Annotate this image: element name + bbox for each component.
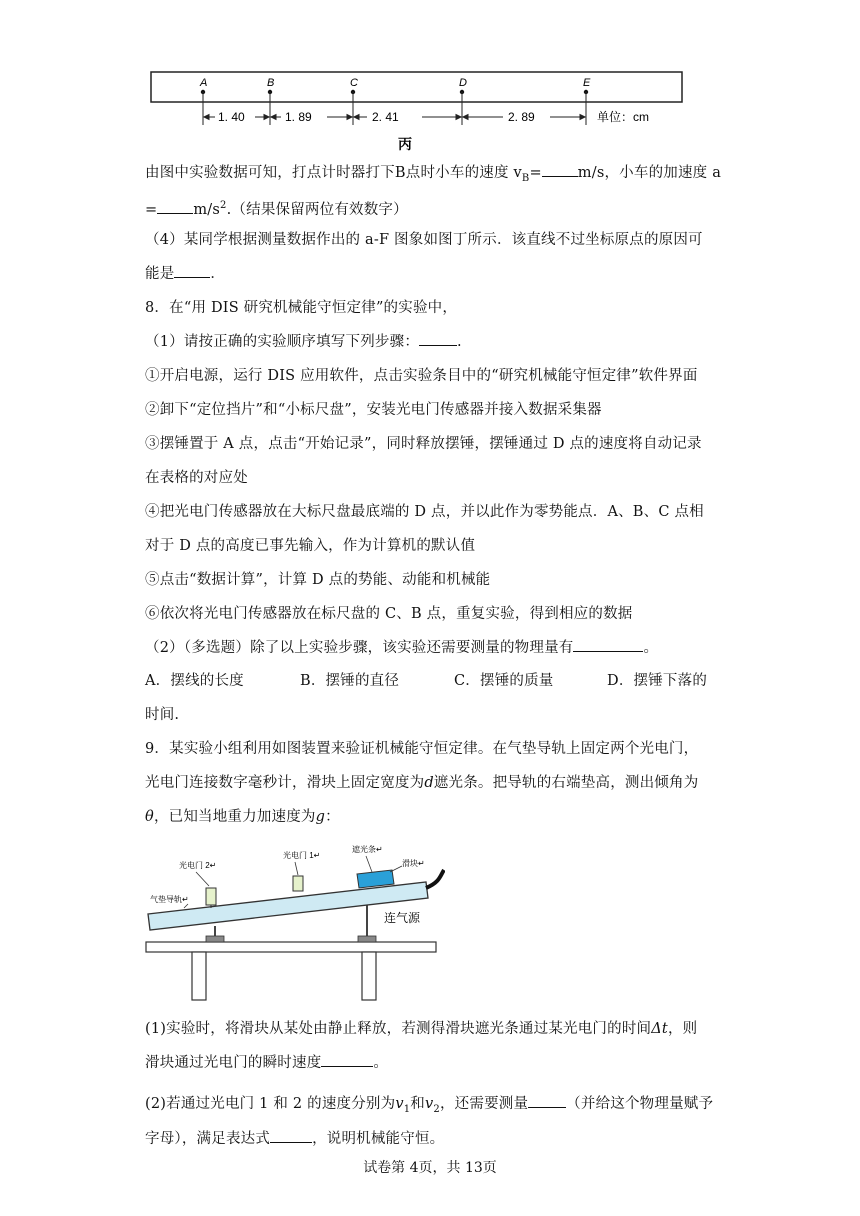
q8-step2: ②卸下“定位挡片”和“小标尺盘”，安装光电门传感器并接入数据采集器 (145, 402, 602, 418)
answer-blank-velocity[interactable] (321, 1052, 373, 1067)
q8-title: 8．在“用 DIS 研究机械能守恒定律”的实验中， (145, 300, 458, 316)
option-d[interactable]: D．摆锤下落的 (607, 673, 708, 689)
distance-cd: 2. 41 (372, 110, 399, 124)
figure-caption-bing: 丙 (398, 136, 412, 152)
q8-step3b: 在表格的对应处 (145, 470, 248, 486)
tape-diagram (140, 62, 700, 157)
q7-line1: 由图中实验数据可知，打点计时器打下B点时小车的速度 $v_B= m/s$，小车的加速度 a (145, 162, 721, 190)
svg-text:E: E (583, 77, 591, 89)
q8-step4b: 对于 D 点的高度已事先输入，作为计算机的默认值 (145, 538, 476, 554)
svg-text:C: C (350, 77, 358, 89)
answer-blank-quantities[interactable] (573, 637, 643, 652)
answer-blank-a[interactable] (157, 199, 193, 214)
option-a[interactable]: A．摆线的长度 (145, 673, 244, 689)
q8-part1: （1）请按正确的实验顺序填写下列步骤： . (145, 331, 462, 353)
unit-label: 单位：cm (597, 110, 649, 124)
option-c[interactable]: C．摆锤的质量 (454, 673, 554, 689)
label-photogate-2: 光电门 2↵ (179, 861, 217, 870)
q9-part1-line2: 滑块通过光电门的瞬时速度 。 (145, 1052, 388, 1074)
q9-part2-line2: 字母），满足表达式 ，说明机械能守恒。 (145, 1128, 444, 1150)
answer-blank-expression[interactable] (270, 1128, 312, 1143)
label-shading-strip: 遮光条↵ (352, 845, 383, 854)
q7-part4-line1: （4）某同学根据测量数据作出的 a-F 图象如图丁所示．该直线不过坐标原点的原因可 (145, 232, 703, 248)
q9-line1: 9．某实验小组利用如图装置来验证机械能守恒定律。在气垫导轨上固定两个光电门， (145, 741, 699, 757)
page-footer: 试卷第 4页，共 13页 (363, 1160, 497, 1176)
q8-options-cont: 时间. (145, 707, 180, 723)
answer-blank-order[interactable] (419, 331, 457, 346)
paper-tape (151, 72, 682, 102)
answer-blank-reason[interactable] (174, 263, 210, 278)
q8-step4a: ④把光电门传感器放在大标尺盘最底端的 D 点，并以此作为零势能点．A、B、C 点相 (145, 504, 704, 520)
distance-bc: 1. 89 (285, 110, 312, 124)
option-b[interactable]: B．摆锤的直径 (300, 673, 400, 689)
q7-line2: = $m/s^2$.（结果保留两位有效数字） (145, 200, 408, 218)
q8-step6: ⑥依次将光电门传感器放在标尺盘的 C、B 点，重复实验，得到相应的数据 (145, 606, 633, 622)
q7-part4-line2: 能是 ． (145, 263, 225, 285)
photogate-2 (206, 888, 216, 905)
label-air-source: 连气源 (384, 911, 421, 925)
label-slider: 滑块↵ (402, 859, 425, 868)
q8-step5: ⑤点击“数据计算”，计算 D 点的势能、动能和机械能 (145, 572, 491, 588)
distance-ab: 1. 40 (218, 110, 245, 124)
label-photogate-1: 光电门 1↵ (283, 851, 321, 860)
svg-text:A: A (200, 77, 208, 89)
air-hose (426, 870, 444, 888)
q8-part2: （2）（多选题）除了以上实验步骤，该实验还需要测量的物理量有 。 (145, 637, 658, 659)
svg-text:B: B (267, 77, 275, 89)
q9-part2-line1: (2)若通过光电门 1 和 2 的速度分别为$v_1$和$v_2$，还需要测量 （并给这个物理量赋予 (145, 1093, 713, 1121)
label-air-rail: 气垫导轨↵ (150, 895, 189, 904)
slider-block (357, 870, 394, 888)
answer-blank-quantity[interactable] (528, 1093, 566, 1108)
q8-step3a: ③摆锤置于 A 点，点击“开始记录”，同时释放摆锤，摆锤通过 D 点的速度将自动记录 (145, 436, 702, 452)
answer-blank-vb[interactable] (542, 162, 578, 177)
photogate-1 (293, 876, 303, 891)
q8-step1: ①开启电源，运行 DIS 应用软件，点击实验条目中的“研究机械能守恒定律”软件界面 (145, 368, 698, 384)
q9-line3: θ，已知当地重力加速度为g： (145, 809, 340, 825)
distance-de: 2. 89 (508, 110, 535, 124)
q9-part1-line1: (1)实验时，将滑块从某处由静止释放，若测得滑块遮光条通过某光电门的时间Δt，则 (145, 1021, 698, 1037)
svg-text:D: D (459, 77, 467, 89)
air-track-diagram (140, 838, 445, 1003)
q9-line2: 光电门连接数字毫秒计，滑块上固定宽度为d遮光条。把导轨的右端垫高，测出倾角为 (145, 775, 699, 791)
